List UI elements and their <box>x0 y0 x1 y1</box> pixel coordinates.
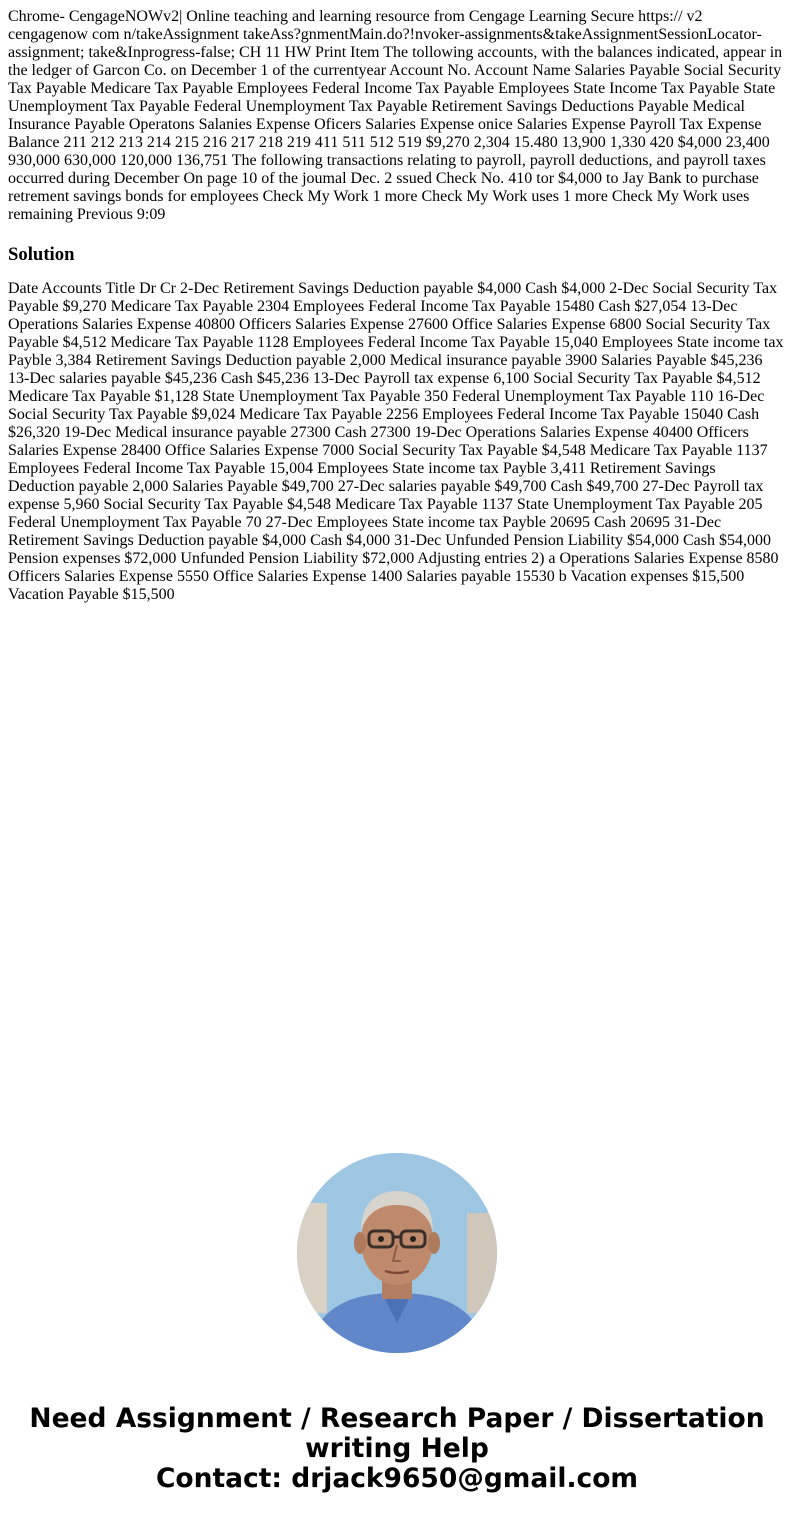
solution-heading: Solution <box>8 244 75 265</box>
banner-line-1: Need Assignment / Research Paper / Dissertation <box>29 1403 765 1434</box>
contact-banner <box>0 1404 794 1494</box>
author-avatar <box>297 1153 497 1353</box>
main-content <box>0 0 794 604</box>
banner-contact-line: Contact: drjack9650@gmail.com <box>155 1463 639 1494</box>
question-text: Chrome- CengageNOWv2| Online teaching and learning resource from Cengage Learning Secure https:// v2 cengagenow com n/takeAssignment takeAss?gnmentMain.do?!nvoker-assignments&takeAssignmentSessionLocator-assignment; take&Inprogress-false; CH 11 HW Print Item The tollowing accounts, with the balances indicated, appear in the ledger of Garcon Co. on December 1 of the currentyear Account No. Account Name Salaries Payable Social Security Tax Payable Medicare Tax Payable Employees Federal Income Tax Payable Employees State Income Tax Payable State Unemployment Tax Payable Federal Unemployment Tax Payable Retirement Savings Deductions Payable Medical Insurance Payable Operatons Salanies Expense Oficers Salaries Expense onice Salaries Expense Payroll Tax Expense Balance 211 212 213 214 215 216 217 218 219 411 511 512 519 $9,270 2,304 15.480 13,900 1,330 420 $4,000 23,400 930,000 630,000 120,000 136,751 The following transactions relating to payroll, payroll deductions, and payroll taxes occurred during December On page 10 of the joumal Dec. 2 ssued Check No. 410 tor $4,000 to Jay Bank to purchase retrement savings bonds for employees Check My Work 1 more Check My Work uses 1 more Check My Work uses remaining Previous 9:09 <box>8 8 783 223</box>
solution-text: Date Accounts Title Dr Cr 2-Dec Retirement Savings Deduction payable $4,000 Cash $4,000 2-Dec Social Security Tax Payable $9,270 Medicare Tax Payable 2304 Employees Federal Income Tax Payable 15480 Cash $27,054 13-Dec Operations Salaries Expense 40800 Officers Salaries Expense 27600 Office Salaries Expense 6800 Social Security Tax Payable $4,512 Medicare Tax Payable 1128 Employees Federal Income Tax Payable 15,040 Employees State income tax Payble 3,384 Retirement Savings Deduction payable 2,000 Medical insurance payable 3900 Salaries Payable $45,236 13-Dec salaries payable $45,236 Cash $45,236 13-Dec Payroll tax expense 6,100 Social Security Tax Payable $4,512 Medicare Tax Payable $1,128 State Unemployment Tax Payable 350 Federal Unemployment Tax Payable 110 16-Dec Social Security Tax Payable $9,024 Medicare Tax Payable 2256 Employees Federal Income Tax Payable 15040 Cash $26,320 19-Dec Medical insurance payable 27300 Cash 27300 19-Dec Operations Salaries Expense 40400 Officers Salaries Expense 28400 Office Salaries Expense 7000 Social Security Tax Payable $4,548 Medicare Tax Payable 1137 Employees Federal Income Tax Payable 15,004 Employees State income tax Payble 3,411 Retirement Savings Deduction payable 2,000 Salaries Payable $49,700 27-Dec salaries payable $49,700 Cash $49,700 27-Dec Payroll tax expense 5,960 Social Security Tax Payable $4,548 Medicare Tax Payable 1137 State Unemployment Tax Payable 205 Federal Unemployment Tax Payable 70 27-Dec Employees State income tax Payble 20695 Cash 20695 31-Dec Retirement Savings Deduction payable $4,000 Cash $4,000 31-Dec Unfunded Pension Liability $54,000 Cash $54,000 Pension expenses $72,000 Unfunded Pension Liability $72,000 Adjusting entries 2) a Operations Salaries Expense 8580 Officers Salaries Expense 5550 Office Salaries Expense 1400 Salaries payable 15530 b Vacation expenses $15,500 Vacation Payable $15,500 <box>8 280 784 603</box>
banner-line-2: writing Help <box>305 1433 489 1464</box>
